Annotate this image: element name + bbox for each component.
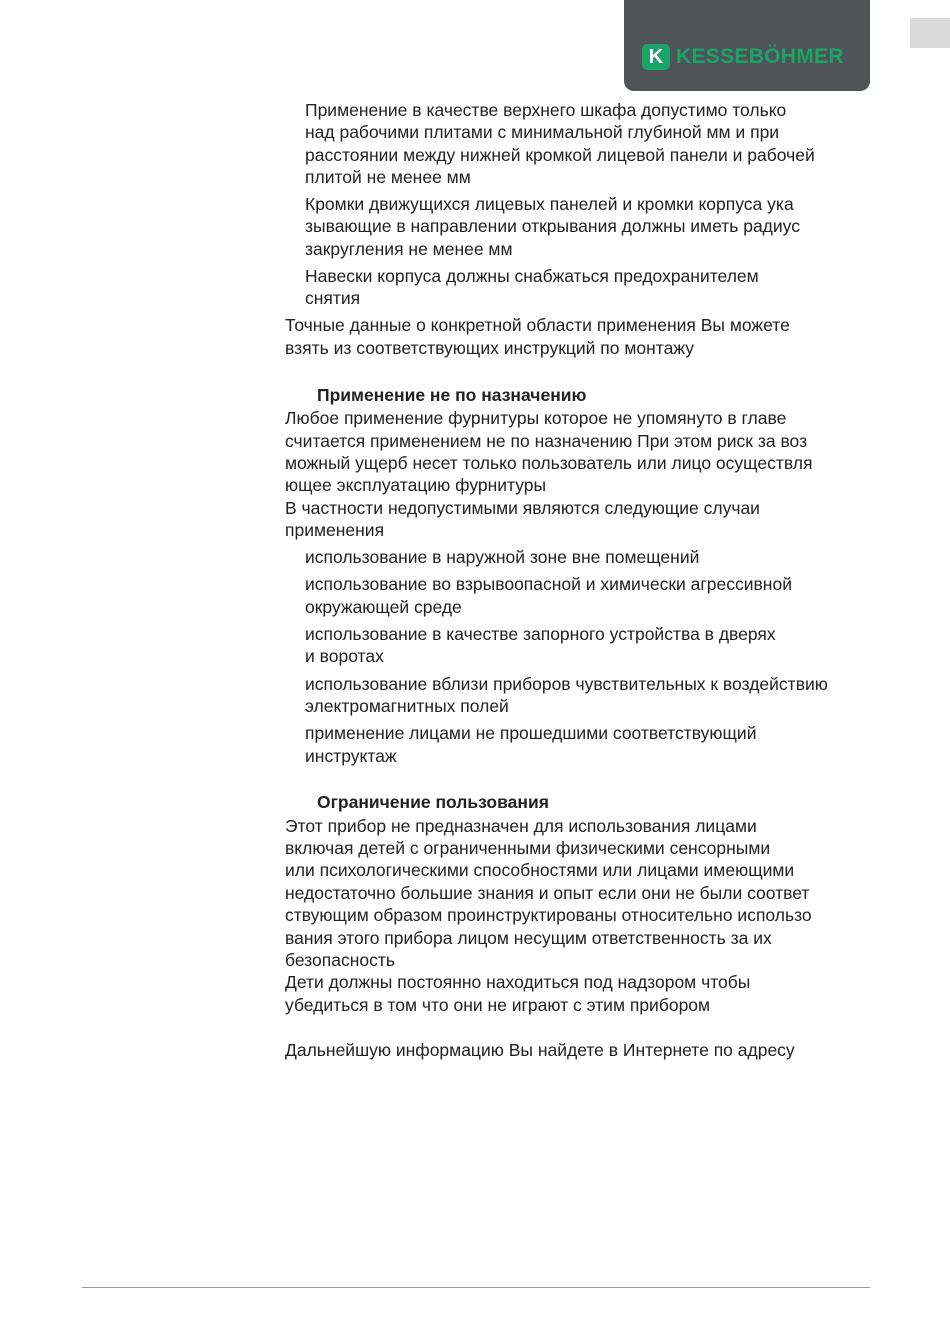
text-line: можный ущерб несет только пользователь или лицо осуществля [285, 453, 813, 473]
text-line: включая детей с ограниченными физическими сенсорными [285, 838, 771, 858]
text-line: закругления не менее мм [305, 239, 513, 259]
text-line: расстоянии между нижней кромкой лицевой панели и рабочей [305, 145, 815, 165]
text-line: и воротах [305, 646, 384, 666]
text-line: окружающей среде [305, 597, 462, 617]
text-line: недостаточно большие знания и опыт если они не были соответ [285, 883, 810, 903]
text-line: электромагнитных полей [305, 696, 509, 716]
text-line: Применение в качестве верхнего шкафа допустимо только [305, 100, 787, 120]
text-line: В частности недопустимыми являются следующие случаи [285, 498, 760, 518]
text-line: Точные данные о конкретной области применения Вы можете [285, 315, 790, 335]
text-line: над рабочими плитами с минимальной глубиной мм и при [305, 122, 780, 142]
text-line: применение лицами не прошедшими соответствующий [305, 723, 757, 743]
section-heading: Ограничение пользования [317, 792, 549, 812]
logo-mark-icon [642, 44, 670, 70]
text-line: Любое применение фурнитуры которое не упомянуто в главе [285, 408, 787, 428]
text-line: Дети должны постоянно находиться под надзором чтобы [285, 972, 751, 992]
text-line: Кромки движущихся лицевых панелей и кромки корпуса ука [305, 194, 794, 214]
text-line: плитой не менее мм [305, 167, 471, 187]
footer-divider [82, 1287, 870, 1288]
text-line: считается применением не по назначению При этом риск за воз [285, 431, 808, 451]
logo-text: KESSEBÖHMER [676, 45, 844, 68]
text-line: Этот прибор не предназначен для использования лицами [285, 816, 757, 836]
text-line: зывающие в направлении открывания должны иметь радиус [305, 216, 800, 236]
text-line: использование в наружной зоне вне помещений [305, 547, 700, 567]
text-line: использование вблизи приборов чувствительных к воздействию [305, 674, 828, 694]
text-line: использование в качестве запорного устройства в дверях [305, 624, 776, 644]
logo-mark-letter: K [648, 46, 664, 68]
text-line: инструктаж [305, 746, 397, 766]
text-line: применения [285, 520, 385, 540]
text-line: безопасность [285, 950, 395, 970]
text-line: Дальнейшую информацию Вы найдете в Интернете по адресу [285, 1040, 795, 1060]
text-line: вания этого прибора лицом несущим ответственность за их [285, 928, 772, 948]
text-line: убедиться в том что они не играют с этим прибором [285, 995, 711, 1015]
section-heading: Применение не по назначению [317, 385, 587, 405]
brand-logo [624, 0, 870, 91]
text-line: Навески корпуса должны снабжаться предохранителем [305, 266, 759, 286]
text-line: или психологическими способностями или лицами имеющими [285, 860, 795, 880]
text-line: ствующим образом проинструктированы относительно использо [285, 905, 812, 925]
text-line: снятия [305, 288, 361, 308]
text-line: взять из соответствующих инструкций по монтажу [285, 338, 694, 358]
page-tab-marker [910, 18, 950, 48]
text-line: ющее эксплуатацию фурнитуры [285, 475, 547, 495]
text-line: использование во взрывоопасной и химически агрессивной [305, 574, 792, 594]
